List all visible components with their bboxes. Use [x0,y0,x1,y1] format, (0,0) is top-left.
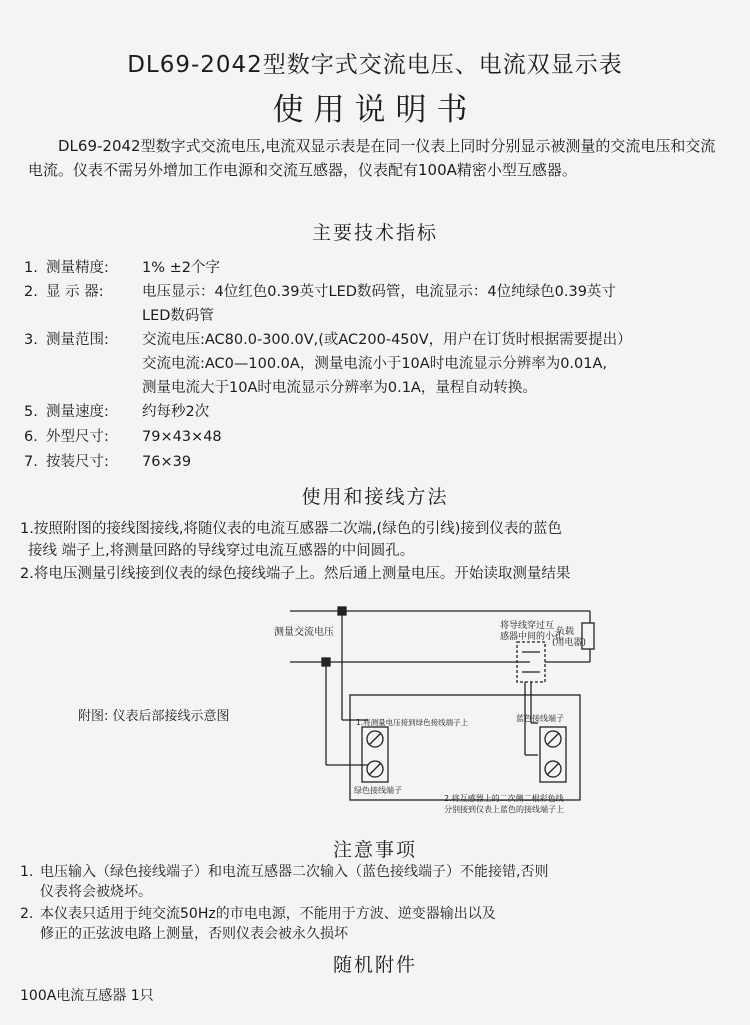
spec-value [142,400,734,424]
spec-value-line: LED数码管 [142,308,214,324]
wiring-step-1-line: 1.按照附图的接线图接线,将随仪表的电流互感器二次端,(绿色的引线)接到仪表的蓝色 [20,521,562,537]
spec-value-line: 约每秒2次 [142,404,210,420]
spec-number: 6. [24,429,38,445]
document-subtitle: 使用说明书 [272,92,478,128]
spec-value [142,425,734,449]
spec-row [24,280,734,328]
note-line: 本仪表只适用于纯交流50Hz的市电电源，不能用于方波、逆变器输出以及 [40,906,496,922]
specs-heading: 主要技术指标 [311,222,438,244]
spec-value [142,256,734,280]
spec-value [142,280,734,328]
spec-label: 测量速度: [46,404,109,420]
spec-value [142,328,734,400]
ct-label-line: 将导线穿过互 [500,621,555,631]
spec-number: 1. [24,260,38,276]
note-item [20,904,735,944]
note-line: 仪表将会被烧坏。 [40,884,152,900]
spec-value-line: 76×39 [142,454,192,470]
spec-label: 测量范围: [46,332,109,348]
note-number: 1. [20,864,34,880]
spec-value [142,450,734,474]
intro-paragraph: DL69-2042型数字式交流电压,电流双显示表是在同一仪表上同时分别显示被测量的交流电压和交流电流。仪表不需另外增加工作电源和交流互感器，仪表配有100A精密小型互感器。 [28,137,716,179]
accessories-heading: 随机附件 [332,954,417,976]
blue-terminal-label: 蓝色接线端子 [516,714,564,723]
spec-label: 测量精度: [46,260,109,276]
spec-row [24,256,734,280]
spec-label: 显 示 器: [46,284,104,300]
blue-terminal-block [540,727,566,782]
spec-number: 2. [24,284,38,300]
note-text [40,904,496,944]
notes-heading: 注意事项 [332,839,417,861]
note-text [40,862,548,902]
spec-number: 7. [24,454,38,470]
spec-number: 5. [24,404,38,420]
spec-row [24,450,734,474]
spec-value-line: 1% ±2个字 [142,260,220,276]
bottom-note-line: 2.将互感器上的二次侧二根彩色线 [444,794,564,803]
notes-list [20,862,735,946]
ct-label-line: 感器中间的小孔 [500,632,564,642]
spec-label: 按装尺寸: [46,454,109,470]
wiring-step-2: 2.将电压测量引线接到仪表的绿色接线端子上。然后通上测量电压。开始读取测量结果 [20,566,571,582]
note-item [20,862,735,902]
load-label-line: (用电器) [552,638,587,648]
document-title: DL69-2042型数字式交流电压、电流双显示表 [127,52,623,78]
spec-row [24,400,734,424]
voltage-label: 测量交流电压 [274,627,334,638]
spec-label: 外型尺寸: [46,429,109,445]
spec-value-line: 交流电压:AC80.0-300.0V,(或AC200-450V，用户在订货时根据需要提出） [142,332,632,348]
accessory-item: 100A电流互感器 1只 [20,988,154,1004]
spec-number: 3. [24,332,38,348]
wiring-step-1-line: 接线 端子上,将测量回路的导线穿过电流互感器的中间圆孔。 [28,543,415,559]
spec-value-line: 79×43×48 [142,429,222,445]
note-line: 电压输入（绿色接线端子）和电流互感器二次输入（蓝色接线端子）不能接错,否则 [40,864,549,880]
spec-value-line: 交流电流:AC0—100.0A，测量电流小于10A时电流显示分辨率为0.01A, [142,356,608,372]
spec-row [24,425,734,449]
spec-row [24,328,734,400]
bottom-note-line: 分别接到仪表上蓝色的接线端子上 [444,805,564,814]
wiring-diagram [0,595,750,830]
wiring-step-1 [20,518,735,562]
green-terminal-label: 绿色接线端子 [354,786,402,795]
green-terminal-block [362,727,388,782]
spec-value-line: 电压显示：4位红色0.39英寸LED数码管，电流显示：4位纯绿色0.39英寸 [142,284,616,300]
left-terminal-note: 1.将测量电压接到绿色接线端子上 [356,718,469,727]
spec-value-line: 测量电流大于10A时电流显示分辨率为0.1A，量程自动转换。 [142,380,537,396]
wiring-heading: 使用和接线方法 [301,486,449,508]
note-number: 2. [20,906,34,922]
note-line: 修正的正弦波电路上测量，否则仪表会被永久损坏 [40,926,348,942]
load-label-line: 负载 [556,627,575,637]
diagram-caption: 附图: 仪表后部接线示意图 [78,709,230,724]
